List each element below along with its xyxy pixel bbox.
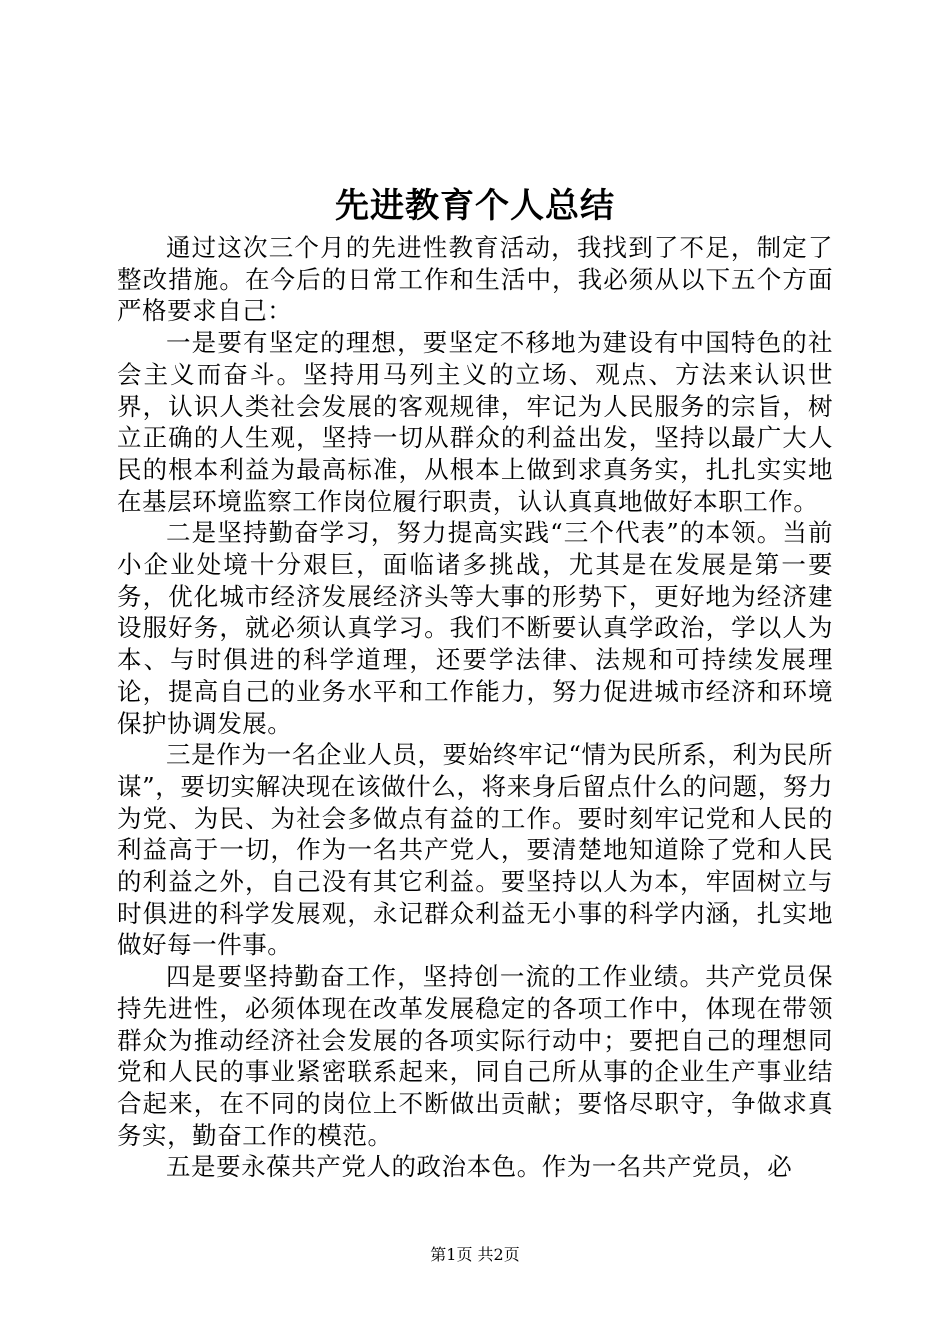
paragraph-point-two: 二是坚持勤奋学习，努力提高实践“三个代表”的本领。当前小企业处境十分艰巨，面临诸多挑战，尤其是在发展是第一要务，优化城市经济发展经济头等大事的形势下，更好地为经济建设服好务，就必须认真学习。我们不断要认真学政治，学以人为本、与时俱进的科学道理，还要学法律、法规和可持续发展理论，提高自己的业务水平和工作能力，努力促进城市经济和环境保护协调发展。: [117, 518, 833, 738]
document-body: [117, 232, 833, 1183]
paragraph-point-three: 三是作为一名企业人员，要始终牢记“情为民所系，利为民所谋”，要切实解决现在该做什么，将来身后留点什么的问题，努力为党、为民、为社会多做点有益的工作。要时刻牢记党和人民的利益高于一切，作为一名共产党人，要清楚地知道除了党和人民的利益之外，自己没有其它利益。要坚持以人为本，牢固树立与时俱进的科学发展观，永记群众利益无小事的科学内涵，扎实地做好每一件事。: [117, 740, 833, 960]
page-number-footer: 第1页 共2页: [430, 1245, 520, 1264]
document-title: 先进教育个人总结: [335, 186, 615, 226]
paragraph-point-one: 一是要有坚定的理想，要坚定不移地为建设有中国特色的社会主义而奋斗。坚持用马列主义的立场、观点、方法来认识世界，认识人类社会发展的客观规律，牢记为人民服务的宗旨，树立正确的人生观，坚持一切从群众的利益出发，坚持以最广大人民的根本利益为最高标准，从根本上做到求真务实，扎扎实实地在基层环境监察工作岗位履行职责，认认真真地做好本职工作。: [117, 328, 833, 516]
paragraph-intro: 通过这次三个月的先进性教育活动，我找到了不足，制定了整改措施。在今后的日常工作和生活中，我必须从以下五个方面严格要求自己：: [117, 233, 833, 326]
paragraph-point-four: 四是要坚持勤奋工作，坚持创一流的工作业绩。共产党员保持先进性，必须体现在改革发展稳定的各项工作中，体现在带领群众为推动经济社会发展的各项实际行动中；要把自己的理想同党和人民的事业紧密联系起来，同自己所从事的企业生产事业结合起来，在不同的岗位上不断做出贡献；要恪尽职守，争做求真务实，勤奋工作的模范。: [117, 962, 833, 1150]
paragraph-point-five: 五是要永葆共产党人的政治本色。作为一名共产党员，必: [166, 1152, 793, 1182]
